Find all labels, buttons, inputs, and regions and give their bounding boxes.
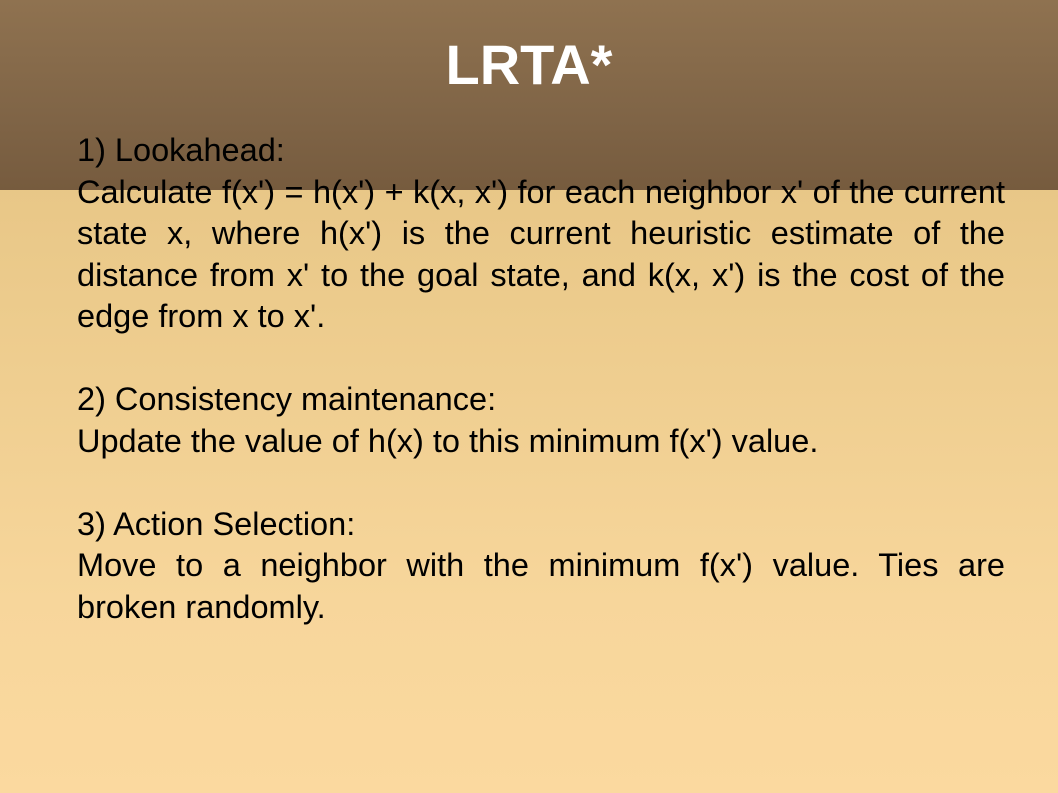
section-action-selection [77,504,1005,629]
section-heading: 3) Action Selection: [77,505,356,542]
section-text: Update the value of h(x) to this minimum f(x') value. [77,422,819,459]
slide-content [77,130,1005,628]
section-lookahead [77,130,1005,338]
slide-title: LRTA* [445,33,613,96]
section-consistency-maintenance [77,379,1005,462]
section-text: Calculate f(x') = h(x') + k(x, x') for each neighbor x' of the current state x, where h(x') is the current heuristic estimate of the distance from x' to the goal state, and k(x, x') is the cost of the edge from x to x'. [77,173,1005,334]
section-heading: 2) Consistency maintenance: [77,381,497,417]
section-text: Move to a neighbor with the minimum f(x') value. Ties are broken randomly. [77,547,1005,625]
section-heading: 1) Lookahead: [77,132,285,168]
